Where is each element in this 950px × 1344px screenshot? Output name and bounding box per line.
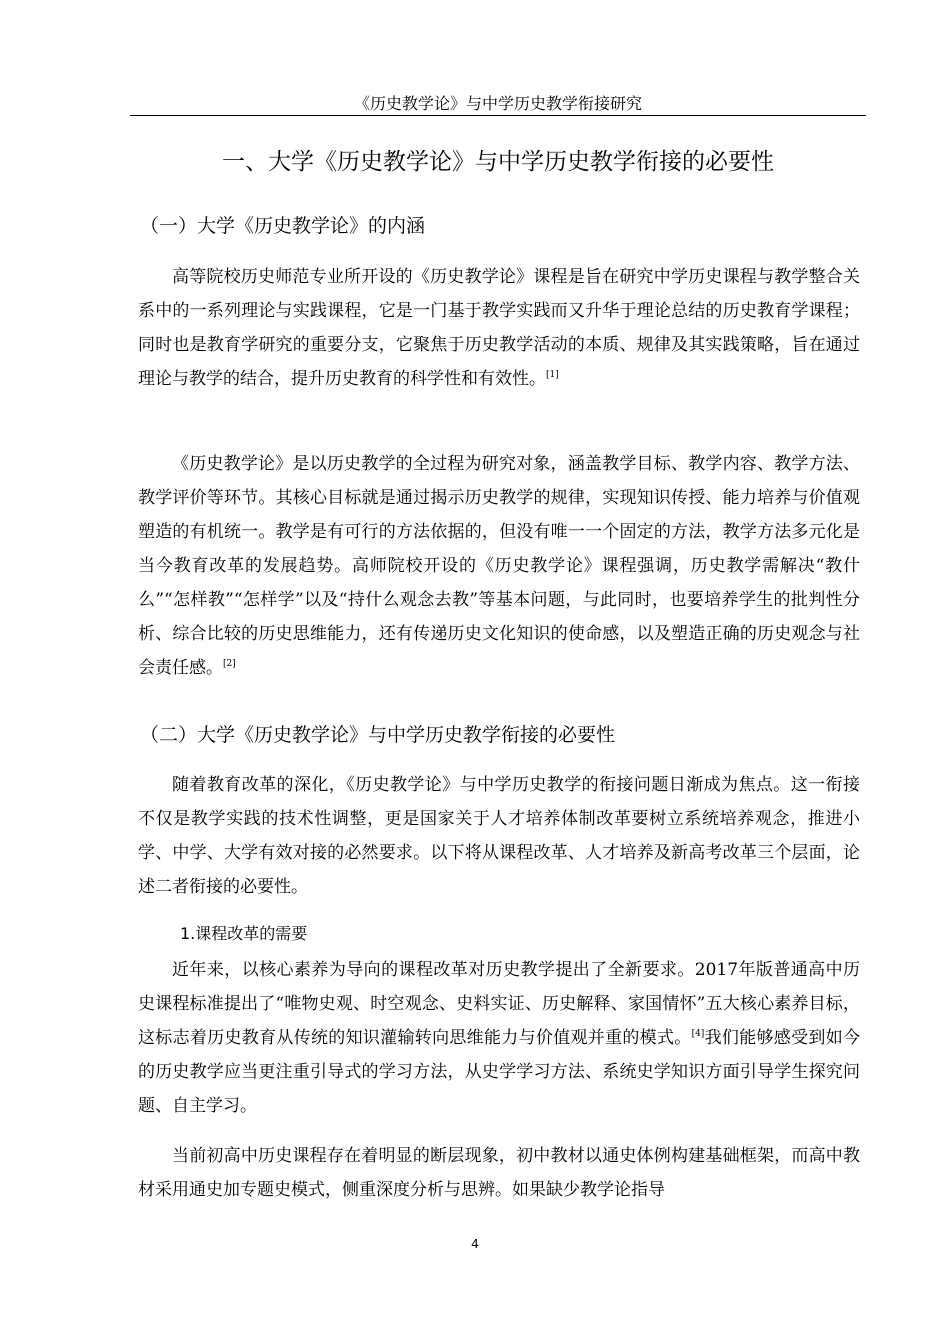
subsection-2-title: （二）大学《历史教学论》与中学历史教学衔接的必要性: [140, 724, 616, 746]
section-title: 一、大学《历史教学论》与中学历史教学衔接的必要性: [222, 149, 774, 175]
paragraph-5: 当前初高中历史课程存在着明显的断层现象，初中教材以通史体例构建基础框架，而高中教材采用通史加专题史模式，侧重深度分析与思辨。如果缺少教学论指导: [138, 1146, 860, 1200]
citation-1: [1]: [546, 370, 559, 380]
paragraph-4: 近年来，以核心素养为导向的课程改革对历史教学提出了全新要求。2017年版普通高中历史课程标准提出了“唯物史观、时空观念、史料实证、历史解释、家国情怀”五大核心素养目标，这标志着历史教育从传统的知识灌输转向思维能力与价值观并重的模式。[4]我们能够感受到如今的历史教学应当更注重引导式的学习方法，从史学学习方法、系统史学知识方面引导学生探究问题、自主学习。: [138, 960, 861, 1116]
item-1-title: 1.课程改革的需要: [180, 924, 308, 943]
header-rule: [130, 115, 866, 116]
citation-2: [2]: [223, 659, 236, 669]
page-number: 4: [471, 1237, 479, 1251]
subsection-1-title: （一）大学《历史教学论》的内涵: [140, 215, 426, 237]
paragraph-1: 高等院校历史师范专业所开设的《历史教学论》课程是旨在研究中学历史课程与教学整合关系中的一系列理论与实践课程，它是一门基于教学实践而又升华于理论总结的历史教育学课程；同时也是教育学研究的重要分支，它聚焦于历史教学活动的本质、规律及其实践策略，旨在通过理论与教学的结合，提升历史教育的科学性和有效性。[1]: [138, 267, 860, 389]
paragraph-2: 《历史教学论》是以历史教学的全过程为研究对象，涵盖教学目标、教学内容、教学方法、教学评价等环节。其核心目标就是通过揭示历史教学的规律，实现知识传授、能力培养与价值观塑造的有机统一。教学是有可行的方法依据的，但没有唯一一个固定的方法，教学方法多元化是当今教育改革的发展趋势。高师院校开设的《历史教学论》课程强调，历史教学需解决“教什么”“怎样教”“怎样学”以及“持什么观念去教”等基本问题，与此同时，也要培养学生的批判性分析、综合比较的历史思维能力，还有传递历史文化知识的使命感，以及塑造正确的历史观念与社会责任感。[2]: [138, 454, 860, 678]
running-header: 《历史教学论》与中学历史教学衔接研究: [353, 94, 642, 113]
citation-4: [4]: [691, 1029, 705, 1039]
paragraph-3: 随着教育改革的深化，《历史教学论》与中学历史教学的衔接问题日渐成为焦点。这一衔接不仅是教学实践的技术性调整，更是国家关于人才培养体制改革要树立系统培养观念，推进小学、中学、大学有效对接的必然要求。以下将从课程改革、人才培养及新高考改革三个层面，论述二者衔接的必要性。: [138, 775, 860, 897]
